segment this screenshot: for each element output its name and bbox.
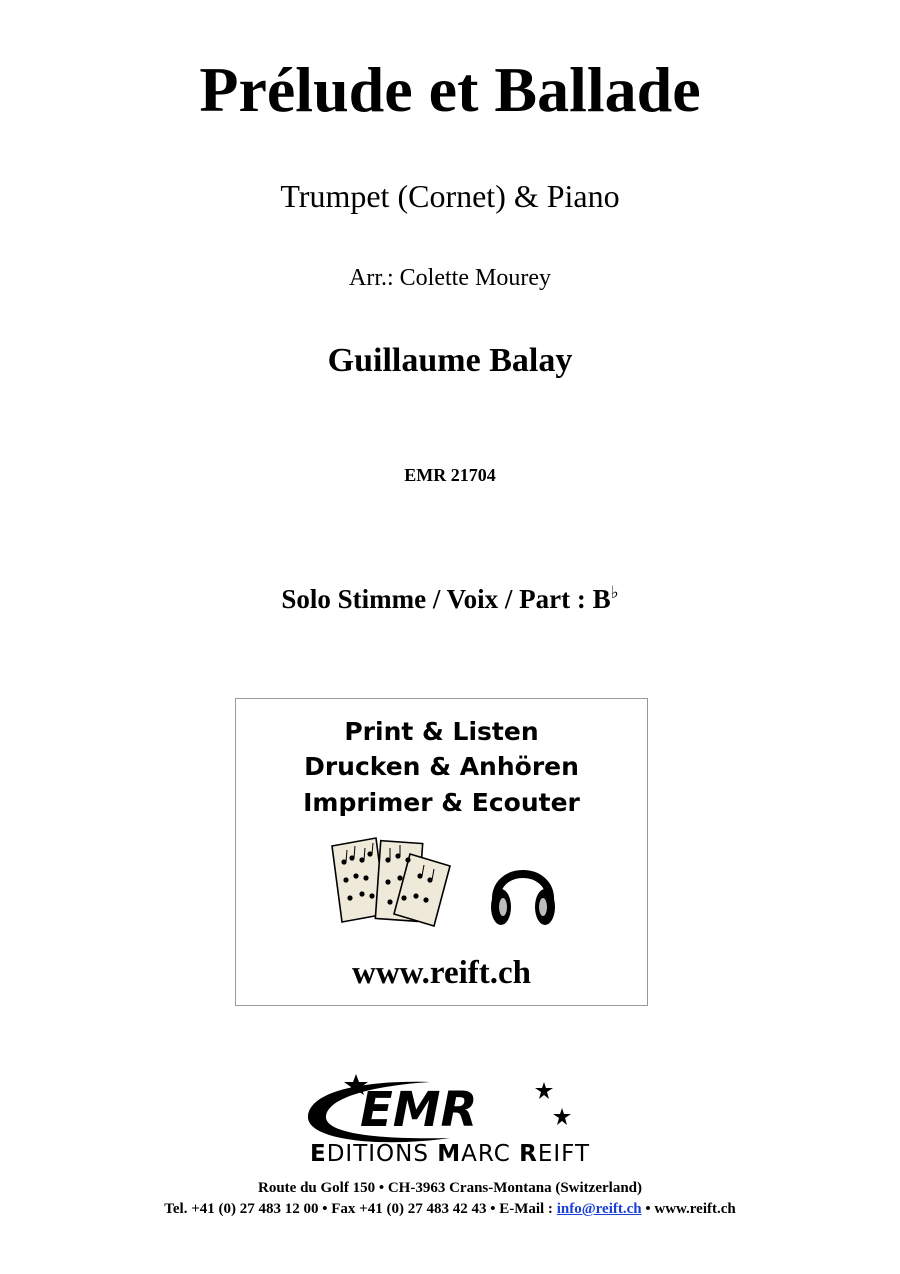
print-listen-box <box>235 698 648 1006</box>
publisher-part-arc: ARC <box>461 1141 520 1167</box>
sheet-music-icon <box>328 836 454 928</box>
logo-lettering: EMR <box>360 1082 478 1138</box>
publisher-name <box>0 1143 900 1166</box>
promo-url: www.reift.ch <box>351 955 532 991</box>
contact-website: • www.reift.ch <box>641 1201 736 1217</box>
email-link[interactable]: info@reift.ch <box>556 1201 642 1217</box>
promo-line-de: Drucken & Anhören <box>304 752 579 781</box>
emr-logo <box>300 1072 590 1148</box>
publisher-initial-e: E <box>309 1141 327 1167</box>
publisher-contact <box>0 1202 900 1217</box>
publisher-address: Route du Golf 150 • CH-3963 Crans-Montana (Switzerland) <box>258 1180 642 1196</box>
instrumentation: Trumpet (Cornet) & Piano <box>280 178 620 214</box>
publisher-part-ditions: DITIONS <box>326 1141 438 1167</box>
promo-line-fr: Imprimer & Ecouter <box>303 788 580 817</box>
part-label <box>0 584 900 613</box>
publisher-initial-m: M <box>437 1141 462 1167</box>
catalog-number: EMR 21704 <box>404 465 496 485</box>
publisher-part-eift: EIFT <box>537 1141 591 1167</box>
publisher-initial-r: R <box>519 1141 538 1167</box>
part-text: Solo Stimme / Voix / Part : B <box>281 584 611 614</box>
contact-phone-fax: Tel. +41 (0) 27 483 12 00 • Fax +41 (0) 27 483 42 43 • E-Mail : <box>164 1201 557 1217</box>
composer: Guillaume Balay <box>327 342 573 379</box>
flat-symbol: ♭ <box>610 583 619 602</box>
promo-line-en: Print & Listen <box>344 717 539 746</box>
title: Prélude et Ballade <box>199 54 701 125</box>
headphones-icon <box>488 851 558 929</box>
arranger: Arr.: Colette Mourey <box>349 265 551 291</box>
